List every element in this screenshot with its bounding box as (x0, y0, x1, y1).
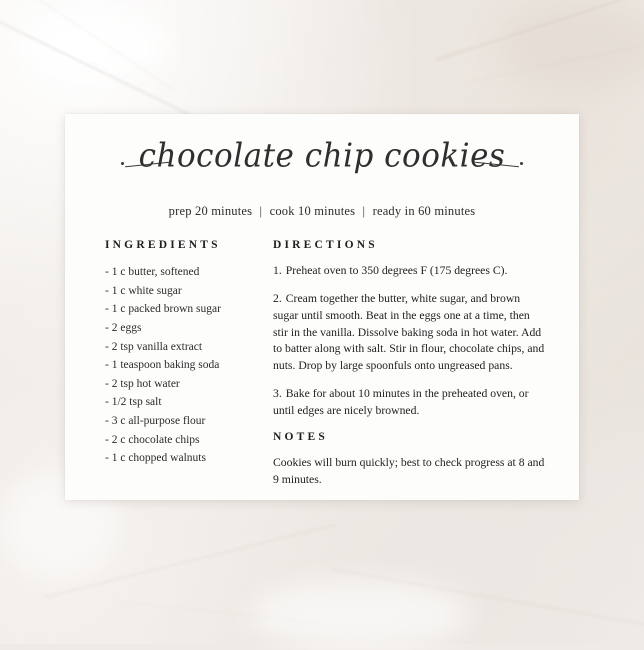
marble-vein (120, 602, 319, 624)
list-item: - 2 tsp hot water (105, 375, 257, 394)
marble-highlight (20, 10, 170, 80)
flourish-right-dot-icon (520, 162, 523, 165)
list-item: - 1 c butter, softened (105, 263, 257, 282)
step-text: Bake for about 10 minutes in the preheated oven, or until edges are nicely browned. (273, 387, 529, 417)
ingredients-list (105, 263, 257, 468)
step-number: 2. (273, 291, 282, 305)
marble-vein (0, 13, 217, 129)
list-item: - 1 teaspoon baking soda (105, 356, 257, 375)
step-text: Cream together the butter, white sugar, and brown sugar until smooth. Beat in the eggs one at a time, then stir in the vanilla. Dissolve baking soda in hot water. Add to batter along with salt. Stir in flour, chocolate chips, and nuts. Drop by large spoonfuls onto ungreased pans. (273, 291, 545, 373)
ingredients-column (99, 239, 257, 468)
direction-step (273, 386, 545, 420)
notes-text: Cookies will burn quickly; best to check progress at 8 and 9 minutes. (273, 455, 545, 486)
prep-time: prep 20 minutes (168, 204, 253, 218)
cook-time: cook 10 minutes (269, 204, 356, 218)
step-number: 1. (273, 264, 282, 277)
marble-vein (25, 0, 175, 92)
list-item: - 1 c packed brown sugar (105, 300, 257, 319)
directions-heading: DIRECTIONS (273, 239, 378, 251)
marble-vein (44, 524, 336, 598)
meta-separator: | (259, 204, 263, 218)
recipe-title: chocolate chip cookies (138, 137, 506, 175)
list-item: - 1 c white sugar (105, 282, 257, 301)
direction-step (273, 263, 545, 280)
marble-vein (436, 0, 644, 61)
list-item: - 2 eggs (105, 319, 257, 338)
direction-step (273, 291, 545, 375)
list-item: - 1 c chopped walnuts (105, 449, 257, 468)
step-number: 3. (273, 387, 282, 401)
title-block (99, 137, 545, 190)
list-item: - 2 tsp vanilla extract (105, 338, 257, 357)
recipe-meta (99, 204, 545, 219)
recipe-card (65, 114, 579, 500)
meta-separator: | (362, 204, 366, 218)
recipe-body (99, 239, 545, 488)
marble-highlight (500, 0, 644, 90)
ready-time: ready in 60 minutes (372, 204, 476, 218)
list-item: - 1/2 tsp salt (105, 393, 257, 412)
notes-heading: NOTES (273, 430, 328, 443)
marble-vein (332, 568, 644, 626)
step-text: Preheat oven to 350 degrees F (175 degrees C). (285, 264, 508, 277)
ingredients-heading: INGREDIENTS (105, 239, 221, 251)
marble-vein (472, 39, 644, 82)
marble-highlight (250, 580, 470, 650)
directions-column (257, 239, 545, 488)
list-item: - 3 c all-purpose flour (105, 412, 257, 431)
list-item: - 2 c chocolate chips (105, 431, 257, 450)
